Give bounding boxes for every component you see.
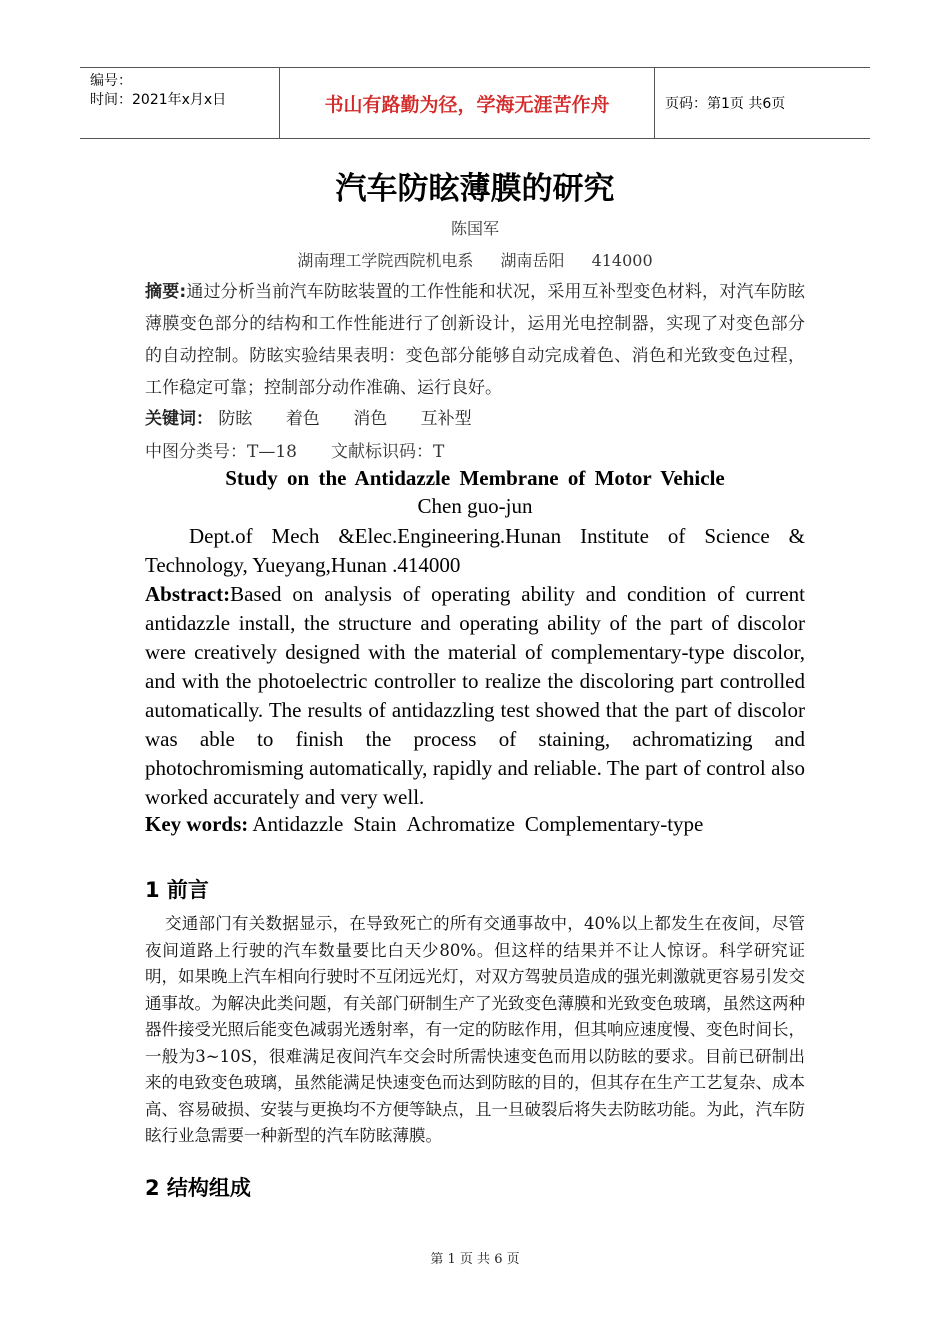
english-keyword: Stain	[353, 812, 397, 836]
header-number: 编号：	[90, 73, 132, 89]
header-motto: 书山有路勤为径，学海无涯苦作舟	[280, 68, 655, 138]
english-keyword: Complementary-type	[524, 812, 704, 836]
clc-number: 中图分类号：T—18	[145, 442, 297, 462]
keyword-cn: 互补型	[420, 409, 472, 429]
english-abstract-label: Abstract:	[145, 582, 231, 606]
document-code: 文献标识码：T	[330, 442, 445, 462]
english-keywords	[145, 810, 805, 839]
english-affiliation: Dept.of Mech &Elec.Engineering.Hunan Institute of Science & Technology, Yueyang,Hunan .414000	[145, 524, 805, 577]
author-cn: 陈国军	[450, 219, 499, 238]
section-heading: 2 结构组成	[145, 1176, 251, 1200]
keyword-cn: 防眩	[218, 409, 253, 429]
affiliation-postcode: 414000	[591, 251, 653, 270]
abstract-cn-text: 通过分析当前汽车防眩装置的工作性能和状况，采用互补型变色材料，对汽车防眩薄膜变色部分的结构和工作性能进行了创新设计，运用光电控制器，实现了对变色部分的自动控制。防眩实验结果表明：变色部分能够自动完成着色、消色和光致变色过程，工作稳定可靠；控制部分动作准确、运行良好。	[145, 282, 805, 398]
english-keyword: Antidazzle	[252, 812, 344, 836]
keyword-cn: 消色	[353, 409, 388, 429]
section-paragraph: 交通部门有关数据显示，在导致死亡的所有交通事故中，40%以上都发生在夜间，尽管夜间道路上行驶的汽车数量要比白天少80%。但这样的结果并不让人惊讶。科学研究证明，如果晚上汽车相向行驶时不互闭远光灯，对双方驾驶员造成的强光刺激就更容易引发交通事故。为解决此类问题，有关部门研制生产了光致变色薄膜和光致变色玻璃，虽然这两种器件接受光照后能变色减弱光透射率，有一定的防眩作用，但其响应速度慢、变色时间长，一般为3~10S，很难满足夜间汽车交会时所需快速变色而用以防眩的要求。目前已研制出来的电致变色玻璃，虽然能满足快速变色而达到防眩的目的，但其存在生产工艺复杂、成本高、容易破损、安装与更换均不方便等缺点，且一旦破裂后将失去防眩功能。为此，汽车防眩行业急需要一种新型的汽车防眩薄膜。	[145, 914, 805, 1145]
abstract-cn	[145, 276, 805, 404]
english-keywords-label: Key words:	[145, 812, 249, 836]
page-header	[80, 67, 870, 139]
english-keyword: Achromatize	[406, 812, 515, 836]
english-title: Study on the Antidazzle Membrane of Motor Vehicle	[225, 466, 725, 490]
page-footer: 第 1 页 共 6 页	[430, 1252, 520, 1267]
english-abstract	[145, 580, 805, 812]
paper-title: 汽车防眩薄膜的研究	[335, 171, 615, 207]
affiliation-cn	[0, 248, 950, 271]
header-page-info: 页码：第1页 共6页	[665, 96, 786, 112]
classification-cn	[145, 437, 805, 467]
section-heading: 1 前言	[145, 878, 209, 902]
keywords-cn	[145, 404, 805, 434]
abstract-cn-label: 摘要:	[145, 282, 187, 302]
english-author: Chen guo-jun	[417, 494, 533, 518]
keywords-cn-label: 关键词：	[145, 409, 213, 429]
header-meta	[80, 68, 280, 138]
keyword-cn: 着色	[285, 409, 320, 429]
affiliation-dept: 湖南理工学院西院机电系	[297, 251, 474, 270]
affiliation-city: 湖南岳阳	[500, 251, 565, 270]
english-abstract-text: Based on analysis of operating ability and condition of current antidazzle install, the structure and operating ability of the part of discolor were creatively designed with the material of complementary-type discolor, and with the photoelectric controller to realize the discoloring part controlled automatically. The results of antidazzling test showed that the part of discolor was able to finish the process of staining, achromatizing and photochromisming automatically, rapidly and reliable. The part of control also worked accurately and very well.	[145, 582, 805, 809]
header-time: 时间：2021年x月x日	[90, 92, 227, 108]
